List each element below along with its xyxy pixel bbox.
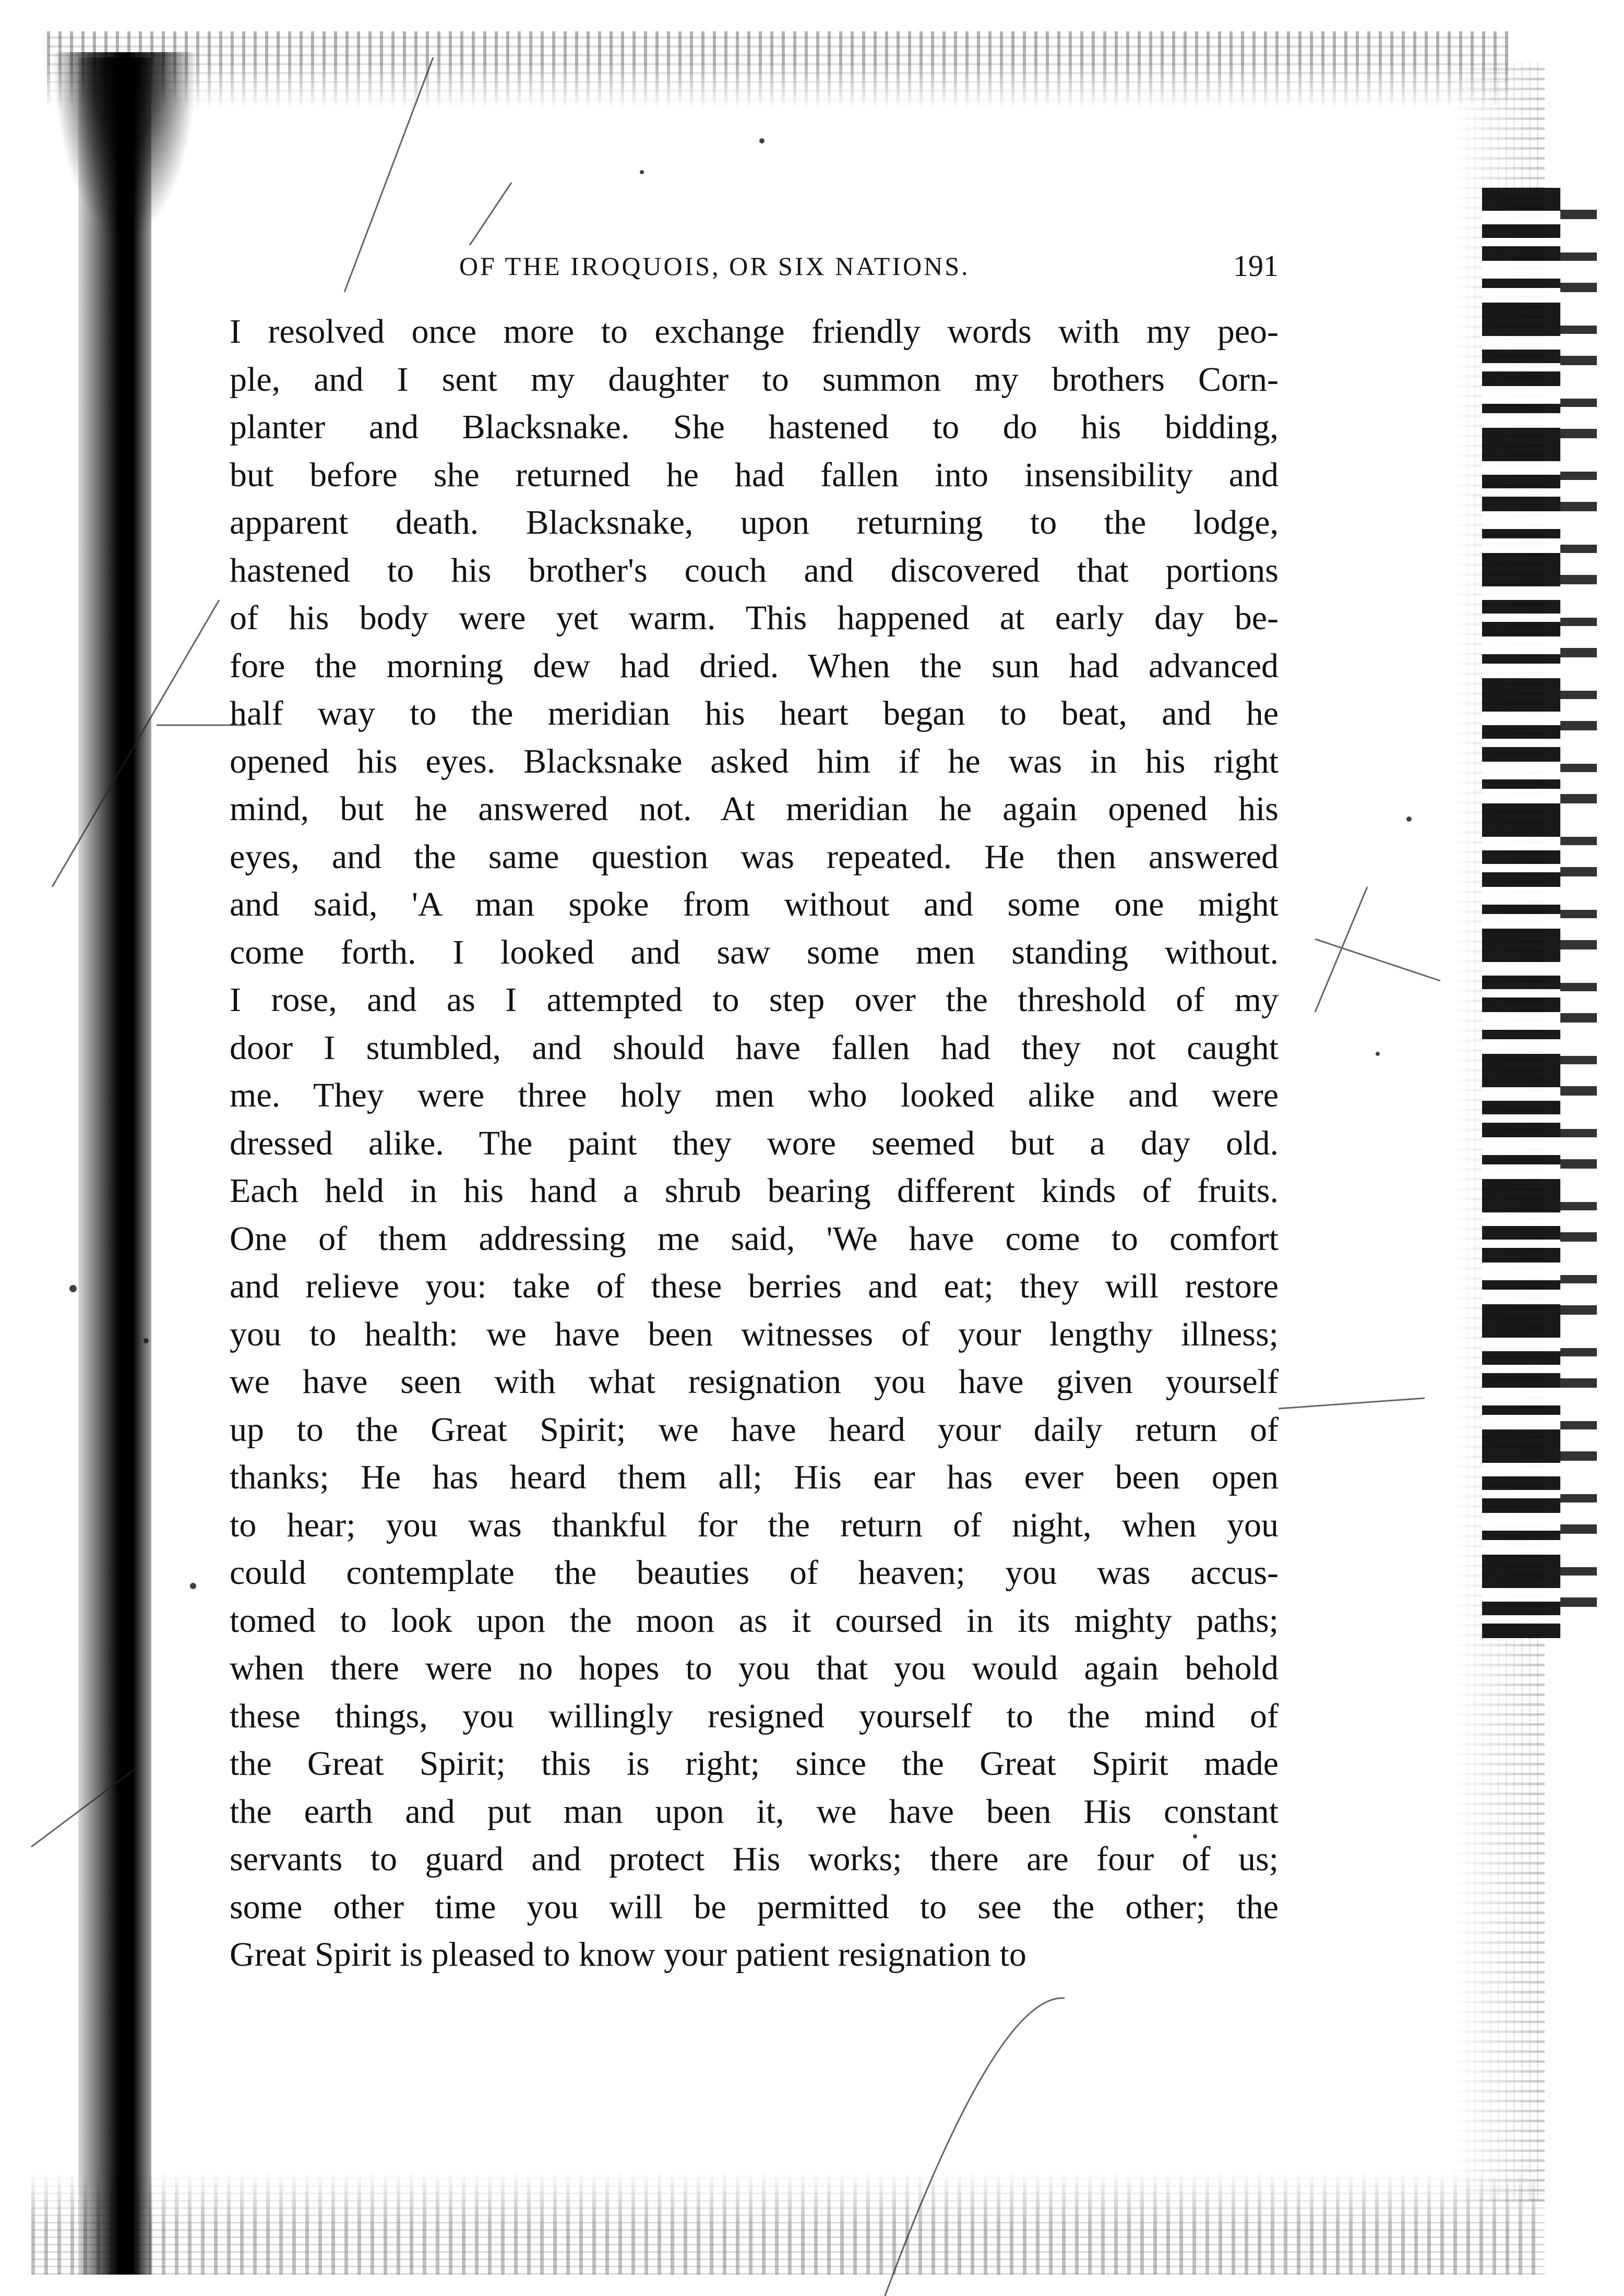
text-line: thanks; He has heard them all; His ear has ever been open [230,1458,1279,1496]
text-line: Great Spirit is pleased to know your patient resignation to [230,1936,1026,1974]
text-line: the Great Spirit; this is right; since the Great Spirit made [230,1745,1279,1783]
text-line: dressed alike. The paint they wore seemed but a day old. [230,1124,1279,1162]
text-line: fore the morning dew had dried. When the sun had advanced [230,646,1279,685]
text-line: we have seen with what resignation you have given yourself [230,1363,1279,1401]
text-line: of his body were yet warm. This happened at early day be- [230,599,1279,637]
text-line: when there were no hopes to you that you would again behold [230,1649,1279,1687]
text-line: One of them addressing me said, 'We have come to comfort [230,1219,1279,1258]
text-line: up to the Great Spirit; we have heard your daily return of [230,1410,1279,1449]
text-line: door I stumbled, and should have fallen had they not caught [230,1028,1279,1067]
text-line: opened his eyes. Blacksnake asked him if he was in his right [230,742,1279,780]
text-line: come forth. I looked and saw some men standing without. [230,933,1279,971]
text-line: some other time you will be permitted to see the other; the [230,1888,1279,1926]
text-line: me. They were three holy men who looked alike and were [230,1076,1279,1114]
text-line: half way to the meridian his heart began to beat, and he [230,694,1279,732]
page-number: 191 [1233,249,1279,283]
text-line: mind, but he answered not. At meridian he again opened his [230,790,1279,828]
text-line: planter and Blacksnake. She hastened to do his bidding, [230,408,1279,446]
running-head: OF THE IROQUOIS, OR SIX NATIONS. [459,251,970,281]
text-line: could contemplate the beauties of heaven; you was accus- [230,1554,1279,1592]
body-text [230,308,1279,1979]
page-header [230,243,1279,290]
text-line: ple, and I sent my daughter to summon my brothers Corn- [230,360,1279,399]
text-line: and said, 'A man spoke from without and some one might [230,885,1279,923]
text-line: apparent death. Blacksnake, upon returning to the lodge, [230,503,1279,542]
text-line: eyes, and the same question was repeated. He then answered [230,837,1279,876]
text-line: hastened to his brother's couch and discovered that portions [230,551,1279,590]
text-line: and relieve you: take of these berries and eat; they will restore [230,1267,1279,1305]
text-line: I resolved once more to exchange friendly words with my peo- [230,312,1279,351]
text-line: servants to guard and protect His works; there are four of us; [230,1840,1279,1878]
text-line: tomed to look upon the moon as it coursed in its mighty paths; [230,1601,1279,1640]
text-line: but before she returned he had fallen into insensibility and [230,455,1279,494]
text-line: I rose, and as I attempted to step over the threshold of my [230,981,1279,1019]
text-line: the earth and put man upon it, we have been His constant [230,1792,1279,1831]
text-line: you to health: we have been witnesses of your lengthy illness; [230,1315,1279,1353]
text-line: Each held in his hand a shrub bearing different kinds of fruits. [230,1172,1279,1210]
text-line: to hear; you was thankful for the return of night, when you [230,1506,1279,1544]
text-line: these things, you willingly resigned yourself to the mind of [230,1697,1279,1735]
